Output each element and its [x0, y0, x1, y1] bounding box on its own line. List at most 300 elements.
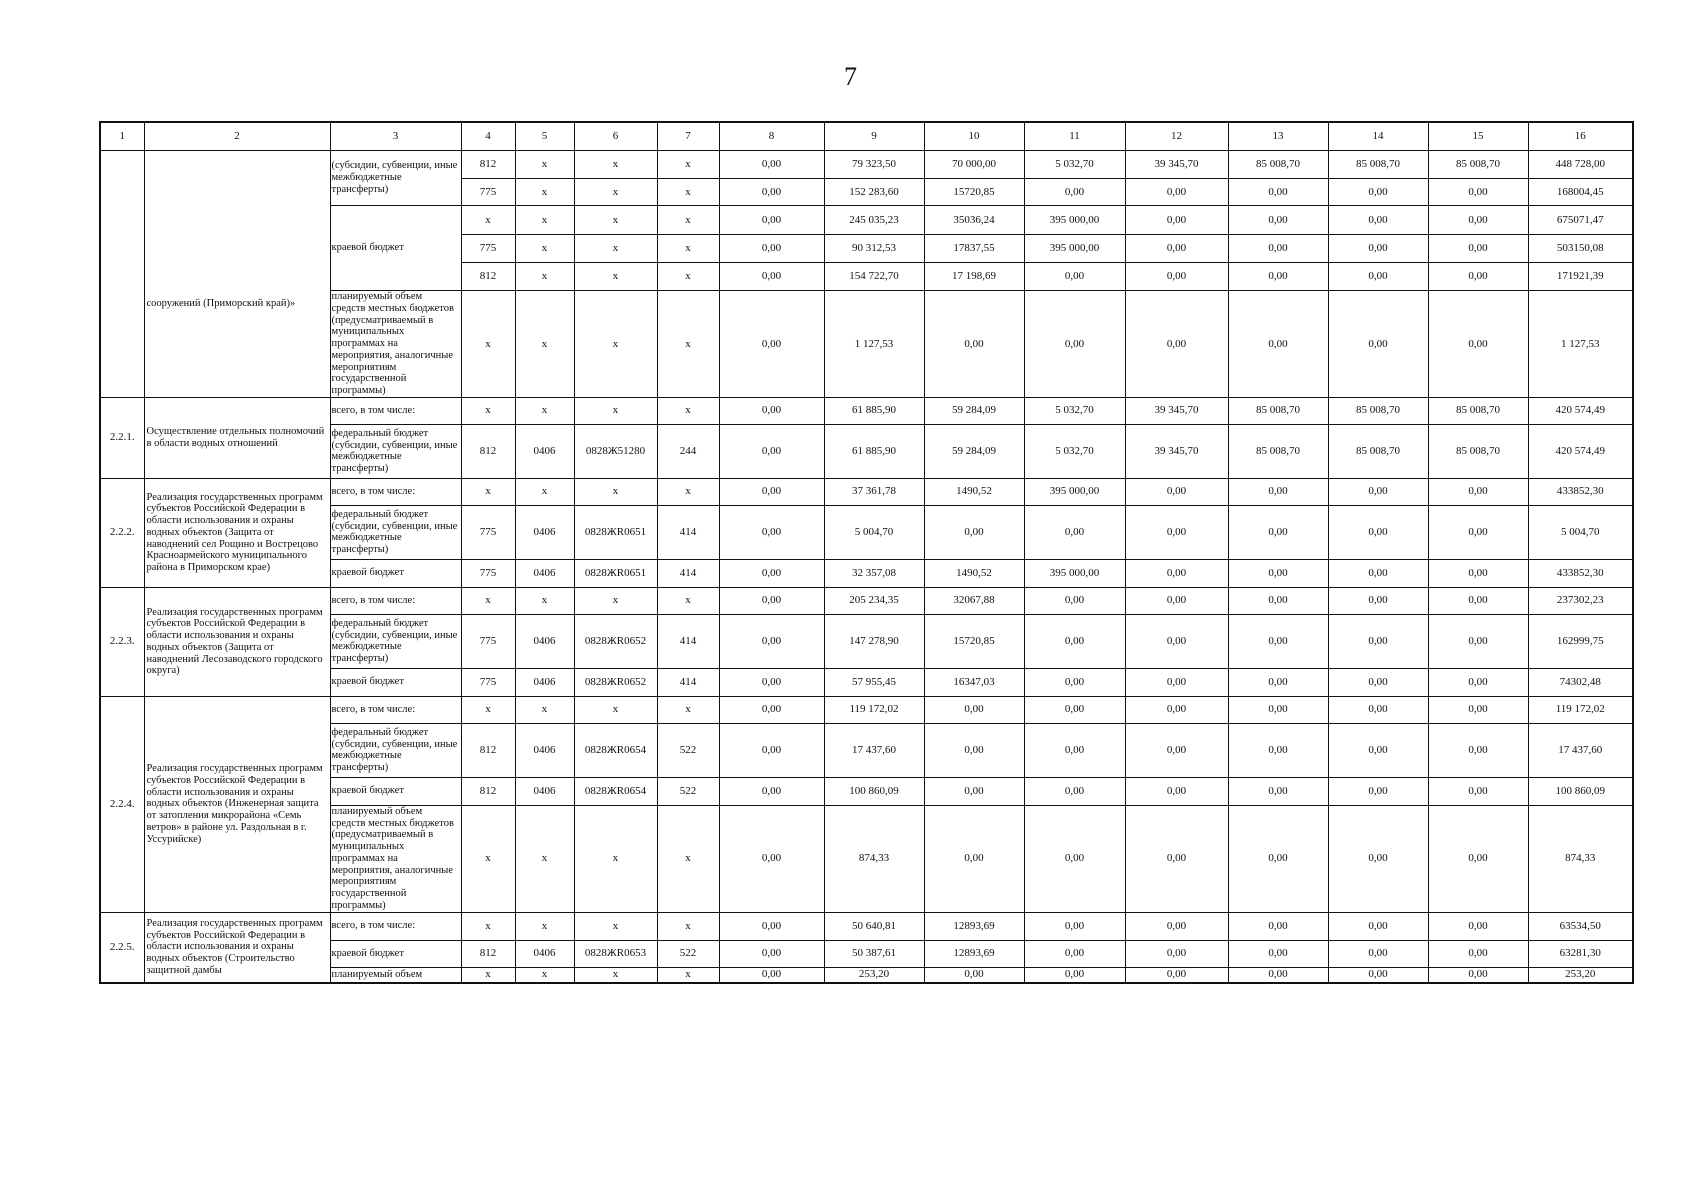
- item-number-cell: 2.2.3.: [100, 587, 144, 696]
- funding-source-cell: краевой бюджет: [330, 668, 461, 696]
- value-cell: 0,00: [1125, 696, 1228, 723]
- funding-source-cell: краевой бюджет: [330, 940, 461, 967]
- value-cell: x: [574, 263, 657, 291]
- header-row: [100, 122, 1633, 151]
- value-cell: 0,00: [1328, 967, 1428, 983]
- value-cell: 100 860,09: [824, 777, 924, 805]
- value-cell: 0,00: [1328, 696, 1428, 723]
- value-cell: 0,00: [1125, 912, 1228, 940]
- value-cell: 100 860,09: [1528, 777, 1633, 805]
- column-header: 7: [657, 122, 719, 151]
- table-row: [100, 940, 1633, 967]
- value-cell: 0,00: [1024, 587, 1125, 614]
- value-cell: 522: [657, 777, 719, 805]
- value-cell: 17 198,69: [924, 263, 1024, 291]
- column-header: 3: [330, 122, 461, 151]
- value-cell: 0,00: [1328, 912, 1428, 940]
- item-number-cell: [100, 151, 144, 398]
- value-cell: 0,00: [924, 777, 1024, 805]
- funding-source-cell: планируемый объем средств местных бюджетов (предусматриваемый в муниципальных программах на мероприятия, аналогичные мероприятиям государственной программы): [330, 291, 461, 398]
- value-cell: 0,00: [1328, 235, 1428, 263]
- funding-source-cell: планируемый объем средств местных бюджетов (предусматриваемый в муниципальных программах на мероприятия, аналогичные мероприятиям государственной программы): [330, 805, 461, 912]
- value-cell: 168004,45: [1528, 179, 1633, 206]
- column-header: 4: [461, 122, 515, 151]
- item-number-cell: 2.2.5.: [100, 912, 144, 983]
- value-cell: 0,00: [1428, 912, 1528, 940]
- value-cell: x: [657, 179, 719, 206]
- value-cell: 522: [657, 940, 719, 967]
- value-cell: 0,00: [719, 805, 824, 912]
- value-cell: 0,00: [924, 805, 1024, 912]
- value-cell: 0,00: [924, 696, 1024, 723]
- value-cell: 0,00: [1024, 668, 1125, 696]
- value-cell: 0,00: [1024, 505, 1125, 559]
- value-cell: 414: [657, 559, 719, 587]
- value-cell: 35036,24: [924, 206, 1024, 235]
- value-cell: 244: [657, 424, 719, 478]
- value-cell: 0,00: [1125, 179, 1228, 206]
- value-cell: 0,00: [719, 151, 824, 179]
- value-cell: 57 955,45: [824, 668, 924, 696]
- value-cell: 0828ЖR0654: [574, 777, 657, 805]
- value-cell: 1490,52: [924, 478, 1024, 505]
- value-cell: 0406: [515, 424, 574, 478]
- value-cell: 414: [657, 614, 719, 668]
- value-cell: 0,00: [1125, 263, 1228, 291]
- value-cell: 119 172,02: [824, 696, 924, 723]
- value-cell: x: [657, 263, 719, 291]
- value-cell: 0,00: [1328, 291, 1428, 398]
- value-cell: x: [515, 805, 574, 912]
- value-cell: 5 004,70: [1528, 505, 1633, 559]
- page-number: 7: [844, 62, 857, 91]
- value-cell: 0,00: [1228, 723, 1328, 777]
- value-cell: 0828ЖR0654: [574, 723, 657, 777]
- value-cell: x: [461, 587, 515, 614]
- value-cell: 85 008,70: [1428, 151, 1528, 179]
- value-cell: x: [515, 235, 574, 263]
- value-cell: 12893,69: [924, 940, 1024, 967]
- value-cell: 414: [657, 668, 719, 696]
- value-cell: 61 885,90: [824, 397, 924, 424]
- table-row: [100, 151, 1633, 179]
- value-cell: 0,00: [1428, 505, 1528, 559]
- value-cell: x: [515, 696, 574, 723]
- value-cell: 0,00: [1428, 478, 1528, 505]
- value-cell: 0,00: [1428, 696, 1528, 723]
- value-cell: x: [461, 967, 515, 983]
- value-cell: 0,00: [1328, 723, 1428, 777]
- value-cell: 0,00: [719, 263, 824, 291]
- value-cell: 0,00: [1024, 967, 1125, 983]
- value-cell: 0,00: [1428, 614, 1528, 668]
- value-cell: 0,00: [1328, 478, 1428, 505]
- value-cell: 85 008,70: [1328, 397, 1428, 424]
- value-cell: x: [574, 967, 657, 983]
- value-cell: 0,00: [1428, 967, 1528, 983]
- table-row: [100, 559, 1633, 587]
- value-cell: 0,00: [719, 777, 824, 805]
- value-cell: 59 284,09: [924, 424, 1024, 478]
- value-cell: 63534,50: [1528, 912, 1633, 940]
- value-cell: 0,00: [1024, 179, 1125, 206]
- value-cell: x: [515, 263, 574, 291]
- value-cell: 0,00: [1328, 614, 1428, 668]
- column-header: 16: [1528, 122, 1633, 151]
- value-cell: 0,00: [719, 478, 824, 505]
- value-cell: 205 234,35: [824, 587, 924, 614]
- value-cell: 0828ЖR0652: [574, 614, 657, 668]
- table-row: [100, 397, 1633, 424]
- value-cell: 0,00: [719, 424, 824, 478]
- funding-source-cell: федеральный бюджет (субсидии, субвенции, иные межбюджетные трансферты): [330, 723, 461, 777]
- value-cell: 775: [461, 668, 515, 696]
- value-cell: 0,00: [1024, 912, 1125, 940]
- value-cell: 0,00: [1328, 505, 1428, 559]
- value-cell: x: [574, 805, 657, 912]
- value-cell: 0,00: [1125, 723, 1228, 777]
- table-row: [100, 291, 1633, 398]
- value-cell: 0,00: [1228, 614, 1328, 668]
- value-cell: 0406: [515, 777, 574, 805]
- value-cell: 0,00: [1228, 777, 1328, 805]
- value-cell: x: [461, 805, 515, 912]
- value-cell: 0,00: [1228, 668, 1328, 696]
- table-row: [100, 777, 1633, 805]
- value-cell: 39 345,70: [1125, 151, 1228, 179]
- value-cell: 0,00: [1328, 940, 1428, 967]
- value-cell: 0,00: [1228, 263, 1328, 291]
- value-cell: 0,00: [1228, 505, 1328, 559]
- value-cell: x: [657, 805, 719, 912]
- value-cell: 0,00: [719, 587, 824, 614]
- value-cell: 12893,69: [924, 912, 1024, 940]
- funding-source-cell: всего, в том числе:: [330, 587, 461, 614]
- value-cell: 0,00: [1024, 696, 1125, 723]
- value-cell: 32067,88: [924, 587, 1024, 614]
- table-row: [100, 912, 1633, 940]
- value-cell: 74302,48: [1528, 668, 1633, 696]
- value-cell: 5 032,70: [1024, 151, 1125, 179]
- value-cell: 0,00: [719, 668, 824, 696]
- item-name-cell: Реализация государственных программ субъектов Российской Федерации в области использования и охраны водных объектов (Защита от наводнений сел Рощино и Вострецово Красноармейского муниципального района в Приморском крае): [144, 478, 330, 587]
- value-cell: 775: [461, 179, 515, 206]
- value-cell: 70 000,00: [924, 151, 1024, 179]
- value-cell: 775: [461, 614, 515, 668]
- value-cell: 0,00: [719, 723, 824, 777]
- column-header: 1: [100, 122, 144, 151]
- value-cell: 0828ЖR0653: [574, 940, 657, 967]
- value-cell: 0,00: [1328, 587, 1428, 614]
- value-cell: x: [657, 206, 719, 235]
- funding-source-cell: планируемый объем: [330, 967, 461, 983]
- value-cell: 0,00: [924, 505, 1024, 559]
- value-cell: 0,00: [1125, 668, 1228, 696]
- value-cell: 448 728,00: [1528, 151, 1633, 179]
- value-cell: 253,20: [1528, 967, 1633, 983]
- value-cell: 0,00: [719, 397, 824, 424]
- value-cell: 0,00: [719, 235, 824, 263]
- value-cell: x: [461, 397, 515, 424]
- value-cell: 775: [461, 505, 515, 559]
- funding-source-cell: (субсидии, субвенции, иные межбюджетные трансферты): [330, 151, 461, 206]
- value-cell: 0,00: [1125, 967, 1228, 983]
- value-cell: 0,00: [1024, 723, 1125, 777]
- value-cell: 0,00: [719, 912, 824, 940]
- value-cell: 119 172,02: [1528, 696, 1633, 723]
- value-cell: 0,00: [1228, 967, 1328, 983]
- value-cell: x: [461, 291, 515, 398]
- value-cell: 420 574,49: [1528, 397, 1633, 424]
- table-row: [100, 723, 1633, 777]
- value-cell: x: [657, 291, 719, 398]
- column-header: 8: [719, 122, 824, 151]
- value-cell: x: [515, 912, 574, 940]
- value-cell: 5 032,70: [1024, 424, 1125, 478]
- value-cell: 0,00: [1428, 559, 1528, 587]
- value-cell: 812: [461, 151, 515, 179]
- item-name-cell: Осуществление отдельных полномочий в области водных отношений: [144, 397, 330, 478]
- value-cell: 0,00: [719, 291, 824, 398]
- value-cell: 0406: [515, 668, 574, 696]
- value-cell: 0,00: [1024, 940, 1125, 967]
- column-header: 2: [144, 122, 330, 151]
- funding-source-cell: федеральный бюджет (субсидии, субвенции, иные межбюджетные трансферты): [330, 505, 461, 559]
- value-cell: 420 574,49: [1528, 424, 1633, 478]
- column-header: 9: [824, 122, 924, 151]
- value-cell: 50 387,61: [824, 940, 924, 967]
- value-cell: 154 722,70: [824, 263, 924, 291]
- funding-source-cell: краевой бюджет: [330, 559, 461, 587]
- column-header: 14: [1328, 122, 1428, 151]
- table-row: [100, 696, 1633, 723]
- item-name-cell: сооружений (Приморский край)»: [144, 151, 330, 398]
- item-name-cell: Реализация государственных программ субъектов Российской Федерации в области использования и охраны водных объектов (Строительство защитной дамбы: [144, 912, 330, 983]
- value-cell: x: [657, 587, 719, 614]
- value-cell: 15720,85: [924, 179, 1024, 206]
- value-cell: 237302,23: [1528, 587, 1633, 614]
- value-cell: x: [657, 912, 719, 940]
- value-cell: 17 437,60: [1528, 723, 1633, 777]
- value-cell: 0,00: [719, 614, 824, 668]
- column-header: 13: [1228, 122, 1328, 151]
- value-cell: 15720,85: [924, 614, 1024, 668]
- value-cell: 61 885,90: [824, 424, 924, 478]
- table-row: [100, 668, 1633, 696]
- value-cell: x: [515, 478, 574, 505]
- value-cell: 0,00: [1328, 263, 1428, 291]
- table-row: [100, 505, 1633, 559]
- item-number-cell: 2.2.4.: [100, 696, 144, 912]
- value-cell: x: [461, 912, 515, 940]
- value-cell: 85 008,70: [1328, 151, 1428, 179]
- value-cell: x: [515, 587, 574, 614]
- value-cell: 0,00: [1328, 805, 1428, 912]
- value-cell: x: [657, 696, 719, 723]
- value-cell: 85 008,70: [1228, 151, 1328, 179]
- funding-source-cell: всего, в том числе:: [330, 478, 461, 505]
- value-cell: 0,00: [924, 967, 1024, 983]
- value-cell: x: [574, 587, 657, 614]
- value-cell: 0,00: [1428, 235, 1528, 263]
- value-cell: 0,00: [1125, 940, 1228, 967]
- item-number-cell: 2.2.2.: [100, 478, 144, 587]
- value-cell: 0,00: [1428, 179, 1528, 206]
- value-cell: 812: [461, 940, 515, 967]
- value-cell: 0,00: [1125, 478, 1228, 505]
- value-cell: 0828ЖR0651: [574, 559, 657, 587]
- table-body: [100, 151, 1633, 984]
- value-cell: 433852,30: [1528, 478, 1633, 505]
- table-row: [100, 587, 1633, 614]
- value-cell: 0,00: [719, 505, 824, 559]
- value-cell: x: [461, 478, 515, 505]
- value-cell: 0,00: [1328, 206, 1428, 235]
- column-header: 10: [924, 122, 1024, 151]
- value-cell: 0,00: [1228, 805, 1328, 912]
- value-cell: 0,00: [1125, 505, 1228, 559]
- value-cell: 812: [461, 424, 515, 478]
- value-cell: 0406: [515, 940, 574, 967]
- value-cell: 50 640,81: [824, 912, 924, 940]
- value-cell: 775: [461, 559, 515, 587]
- value-cell: 0406: [515, 559, 574, 587]
- value-cell: 1490,52: [924, 559, 1024, 587]
- value-cell: x: [574, 478, 657, 505]
- value-cell: 0,00: [719, 696, 824, 723]
- value-cell: 0,00: [1228, 235, 1328, 263]
- funding-source-cell: федеральный бюджет (субсидии, субвенции, иные межбюджетные трансферты): [330, 614, 461, 668]
- table-row: [100, 424, 1633, 478]
- value-cell: 0,00: [1228, 587, 1328, 614]
- value-cell: 0828ЖR0652: [574, 668, 657, 696]
- value-cell: 152 283,60: [824, 179, 924, 206]
- value-cell: x: [515, 179, 574, 206]
- value-cell: 17837,55: [924, 235, 1024, 263]
- value-cell: 0,00: [1228, 291, 1328, 398]
- value-cell: 0,00: [924, 723, 1024, 777]
- value-cell: 1 127,53: [824, 291, 924, 398]
- value-cell: x: [657, 478, 719, 505]
- column-header: 11: [1024, 122, 1125, 151]
- value-cell: 0,00: [1125, 587, 1228, 614]
- value-cell: x: [574, 179, 657, 206]
- value-cell: 0,00: [1428, 263, 1528, 291]
- funding-source-cell: федеральный бюджет (субсидии, субвенции, иные межбюджетные трансферты): [330, 424, 461, 478]
- value-cell: 0,00: [1024, 777, 1125, 805]
- value-cell: 85 008,70: [1328, 424, 1428, 478]
- funding-source-cell: всего, в том числе:: [330, 397, 461, 424]
- value-cell: x: [574, 235, 657, 263]
- value-cell: 5 032,70: [1024, 397, 1125, 424]
- value-cell: 0,00: [719, 940, 824, 967]
- value-cell: 0,00: [1228, 559, 1328, 587]
- table-row: [100, 805, 1633, 912]
- value-cell: 59 284,09: [924, 397, 1024, 424]
- value-cell: 0,00: [719, 179, 824, 206]
- value-cell: 0,00: [1228, 206, 1328, 235]
- funding-source-cell: всего, в том числе:: [330, 912, 461, 940]
- value-cell: x: [515, 151, 574, 179]
- value-cell: 0828Ж51280: [574, 424, 657, 478]
- column-header: 12: [1125, 122, 1228, 151]
- item-number-cell: 2.2.1.: [100, 397, 144, 478]
- funding-source-cell: краевой бюджет: [330, 206, 461, 291]
- value-cell: 0,00: [1328, 668, 1428, 696]
- value-cell: 0,00: [1328, 179, 1428, 206]
- value-cell: 0,00: [1125, 777, 1228, 805]
- value-cell: 775: [461, 235, 515, 263]
- value-cell: 0,00: [1125, 291, 1228, 398]
- funding-source-cell: краевой бюджет: [330, 777, 461, 805]
- value-cell: 85 008,70: [1228, 397, 1328, 424]
- value-cell: 0,00: [1228, 179, 1328, 206]
- value-cell: 522: [657, 723, 719, 777]
- value-cell: x: [574, 696, 657, 723]
- value-cell: 79 323,50: [824, 151, 924, 179]
- value-cell: 433852,30: [1528, 559, 1633, 587]
- value-cell: 0,00: [1428, 206, 1528, 235]
- value-cell: 0406: [515, 505, 574, 559]
- value-cell: 85 008,70: [1228, 424, 1328, 478]
- value-cell: x: [515, 206, 574, 235]
- value-cell: 0,00: [924, 291, 1024, 398]
- value-cell: 395 000,00: [1024, 235, 1125, 263]
- value-cell: 37 361,78: [824, 478, 924, 505]
- table-row: [100, 206, 1633, 235]
- value-cell: x: [574, 397, 657, 424]
- value-cell: 874,33: [1528, 805, 1633, 912]
- value-cell: 0,00: [719, 967, 824, 983]
- value-cell: 0,00: [1125, 559, 1228, 587]
- value-cell: 90 312,53: [824, 235, 924, 263]
- value-cell: x: [461, 696, 515, 723]
- value-cell: 0,00: [1428, 723, 1528, 777]
- value-cell: 0,00: [1428, 805, 1528, 912]
- value-cell: x: [574, 912, 657, 940]
- value-cell: 63281,30: [1528, 940, 1633, 967]
- value-cell: 0,00: [1428, 291, 1528, 398]
- value-cell: x: [657, 235, 719, 263]
- column-header: 6: [574, 122, 657, 151]
- value-cell: 395 000,00: [1024, 478, 1125, 505]
- value-cell: 0,00: [719, 559, 824, 587]
- value-cell: 395 000,00: [1024, 206, 1125, 235]
- column-header: 15: [1428, 122, 1528, 151]
- value-cell: 812: [461, 777, 515, 805]
- value-cell: 5 004,70: [824, 505, 924, 559]
- value-cell: 0406: [515, 723, 574, 777]
- value-cell: 0,00: [1428, 668, 1528, 696]
- value-cell: 1 127,53: [1528, 291, 1633, 398]
- value-cell: x: [657, 397, 719, 424]
- value-cell: 85 008,70: [1428, 397, 1528, 424]
- value-cell: 32 357,08: [824, 559, 924, 587]
- value-cell: 0,00: [1024, 263, 1125, 291]
- value-cell: 0,00: [1125, 805, 1228, 912]
- value-cell: x: [515, 967, 574, 983]
- value-cell: 0,00: [1428, 777, 1528, 805]
- value-cell: 874,33: [824, 805, 924, 912]
- value-cell: 171921,39: [1528, 263, 1633, 291]
- value-cell: 16347,03: [924, 668, 1024, 696]
- value-cell: 395 000,00: [1024, 559, 1125, 587]
- table-row: [100, 478, 1633, 505]
- value-cell: 0,00: [1228, 478, 1328, 505]
- value-cell: x: [657, 967, 719, 983]
- value-cell: 0,00: [1328, 559, 1428, 587]
- value-cell: 39 345,70: [1125, 424, 1228, 478]
